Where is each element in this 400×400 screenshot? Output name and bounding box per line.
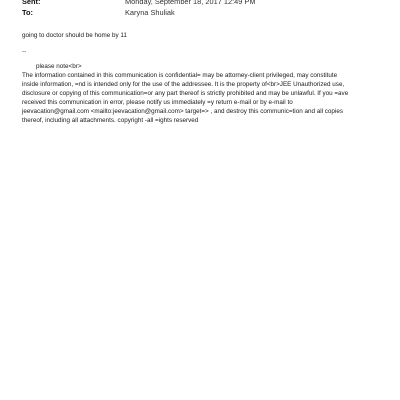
- sent-value: Monday, September 18, 2017 12:49 PM: [125, 0, 256, 6]
- sent-row: [22, 0, 382, 7]
- disclaimer-paragraph: [22, 71, 374, 125]
- disclaimer-line: jeevacation@gmail.com <mailto:jeevacation@gmail.com> target=> , and destroy this communic=tion and all copies: [22, 108, 343, 115]
- message-text: going to doctor should be home by 11: [22, 32, 127, 39]
- disclaimer-line: The information contained in this communication is confidential= may be attorney-client privileged, may constitute: [22, 72, 338, 79]
- signature-separator: --: [22, 48, 27, 55]
- disclaimer-line: thereof, including all attachments. copyright -all =ights reserved: [22, 117, 199, 124]
- to-value: Karyna Shuliak: [125, 8, 175, 17]
- disclaimer-line: received this communication in error, please notify us immediately =y return e-mail or by e-mail to: [22, 99, 293, 106]
- to-row: [22, 7, 382, 18]
- email-header: [22, 0, 382, 18]
- disclaimer-line: inside information, =nd is intended only for the use of the addressee. It is the property of<br>JEE Unauthorized use,: [22, 81, 345, 88]
- to-label: To:: [22, 8, 33, 17]
- disclaimer-line: disclosure or copying of this communication=or any part thereof is strictly prohibited and may be unlawful. If you =ave: [22, 90, 349, 97]
- sent-label: Sent:: [22, 0, 41, 6]
- note-line: please note<br>: [36, 63, 82, 70]
- email-body: [22, 31, 374, 125]
